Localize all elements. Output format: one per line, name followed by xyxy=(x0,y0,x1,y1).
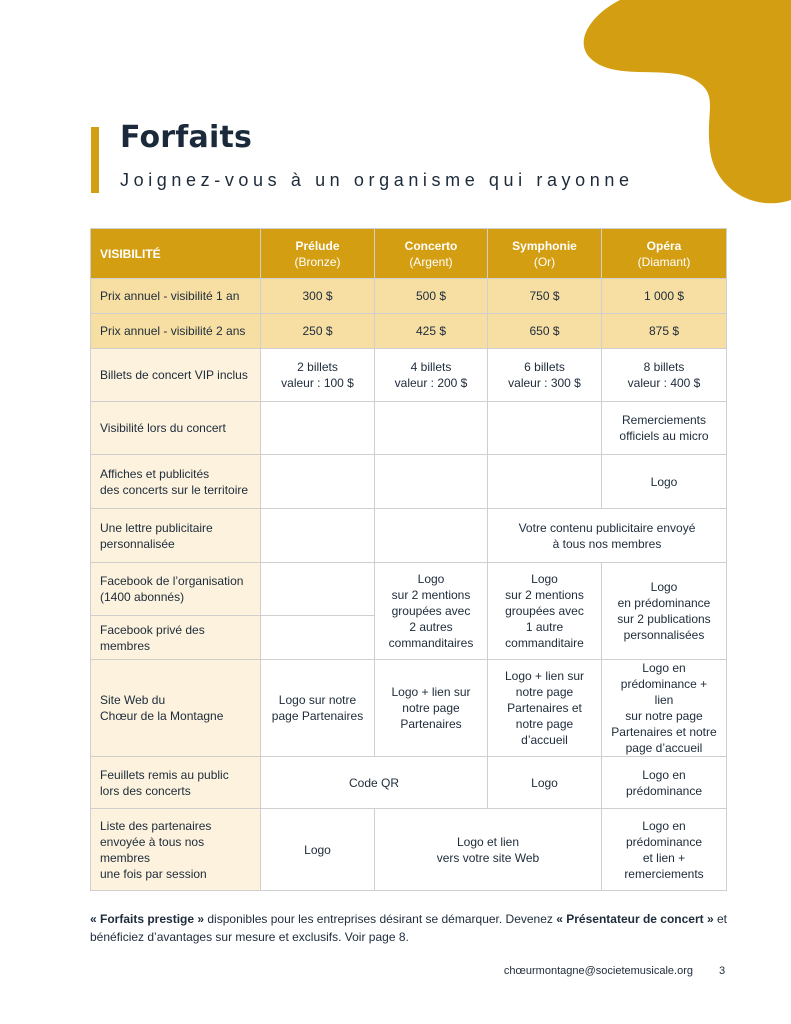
facebook-cell-concerto xyxy=(375,563,488,660)
label-line: (1400 abonnés) xyxy=(100,590,185,604)
cell-line: vers votre site Web xyxy=(436,850,540,865)
label-line: lors des concerts xyxy=(100,783,191,798)
cell-line: sur 2 mentions xyxy=(391,588,471,602)
leaflets-cell-symphonie: Logo xyxy=(488,757,602,809)
cell-line: 1 autre xyxy=(525,620,564,634)
cell-line: notre page xyxy=(515,717,574,731)
page-title: Forfaits xyxy=(120,120,253,155)
price-cell: 250 $ xyxy=(261,314,375,349)
cell-line: prédominance + lien xyxy=(620,677,708,707)
cell-line: officiels au micro xyxy=(619,429,709,443)
table-row-posters xyxy=(91,455,727,509)
row-label: Billets de concert VIP inclus xyxy=(91,349,261,402)
price-cell: 500 $ xyxy=(375,279,488,314)
label-line: Feuillets remis au public xyxy=(100,767,229,782)
empty-cell xyxy=(488,402,602,455)
concert-visibility-cell-opera xyxy=(602,402,727,455)
row-label xyxy=(91,809,261,891)
cell-line: Logo en xyxy=(642,767,686,782)
title-accent-bar xyxy=(91,127,99,193)
tier-name: Symphonie xyxy=(512,238,577,253)
posters-cell-opera: Logo xyxy=(602,455,727,509)
label-line: des concerts sur le territoire xyxy=(100,482,249,497)
cell-line: 2 billets xyxy=(297,360,338,374)
label-line: Chœur de la Montagne xyxy=(100,709,224,723)
cell-line: Remerciements xyxy=(621,413,707,427)
row-label: Prix annuel - visibilité 1 an xyxy=(91,279,261,314)
price-cell: 1 000 $ xyxy=(602,279,727,314)
prestige-packages-highlight: « Forfaits prestige » xyxy=(90,912,205,926)
concert-presenter-highlight: « Présentateur de concert » xyxy=(556,912,714,926)
empty-cell xyxy=(261,455,375,509)
tier-level: (Bronze) xyxy=(294,254,341,269)
tickets-cell-concerto xyxy=(375,349,488,402)
row-label: Visibilité lors du concert xyxy=(91,402,261,455)
price-cell: 425 $ xyxy=(375,314,488,349)
label-line: une fois par session xyxy=(100,866,207,881)
cell-line: Partenaires xyxy=(400,717,462,731)
cell-line: notre page xyxy=(515,685,574,699)
cell-line: sur notre page xyxy=(625,709,703,723)
cell-line: d’accueil xyxy=(521,733,568,747)
cell-line: page d’accueil xyxy=(625,741,703,755)
leaflets-cell-opera xyxy=(602,757,727,809)
row-label xyxy=(91,660,261,757)
table-row-partners-list xyxy=(91,809,727,891)
row-label xyxy=(91,757,261,809)
cell-line: 8 billets xyxy=(643,360,685,374)
table-row-price-1-year xyxy=(91,279,727,314)
cell-line: Logo xyxy=(417,572,445,586)
facebook-cell-symphonie xyxy=(488,563,602,660)
price-cell: 750 $ xyxy=(488,279,602,314)
row-label xyxy=(91,563,261,616)
row-label xyxy=(91,509,261,563)
row-label xyxy=(91,455,261,509)
tier-name: Opéra xyxy=(646,238,682,253)
footnote xyxy=(90,910,730,946)
website-cell-concerto xyxy=(375,660,488,757)
label-line: Liste des partenaires xyxy=(100,818,212,833)
cell-line: prédominance xyxy=(625,783,703,798)
label-line: Affiches et publicités xyxy=(100,466,210,481)
cell-line: valeur : 300 $ xyxy=(508,376,581,390)
tickets-cell-opera xyxy=(602,349,727,402)
empty-cell xyxy=(261,563,375,616)
cell-line: remerciements xyxy=(624,866,704,881)
partners-cell-concerto-symphonie xyxy=(375,809,602,891)
empty-cell xyxy=(261,616,375,660)
tier-level: (Or) xyxy=(533,254,556,269)
empty-cell xyxy=(375,402,488,455)
table-row-newsletter xyxy=(91,509,727,563)
price-cell: 875 $ xyxy=(602,314,727,349)
price-cell: 650 $ xyxy=(488,314,602,349)
table-header-row xyxy=(91,229,727,279)
price-cell: 300 $ xyxy=(261,279,375,314)
row-label: Prix annuel - visibilité 2 ans xyxy=(91,314,261,349)
cell-line: personnalisées xyxy=(623,628,705,642)
cell-line: commanditaires xyxy=(388,636,474,650)
cell-line: notre page xyxy=(402,701,460,715)
pricing-table xyxy=(90,228,727,891)
newsletter-cell-symphonie-opera xyxy=(488,509,727,563)
cell-line: et lien + xyxy=(642,850,686,865)
table-row-concert-visibility xyxy=(91,402,727,455)
empty-cell xyxy=(261,509,375,563)
tier-header-concerto xyxy=(375,229,488,279)
cell-line: prédominance xyxy=(625,834,703,849)
cell-line: Votre contenu publicitaire envoyé xyxy=(518,520,696,535)
label-line: envoyée à tous nos membres xyxy=(100,834,205,865)
cell-line: groupées avec xyxy=(505,604,584,618)
website-cell-symphonie xyxy=(488,660,602,757)
partners-cell-opera xyxy=(602,809,727,891)
footer-email: chœurmontagne@societemusicale.org xyxy=(503,965,693,977)
cell-line: Logo xyxy=(650,580,678,594)
partners-cell-prelude: Logo xyxy=(261,809,375,891)
tickets-cell-symphonie xyxy=(488,349,602,402)
cell-line: Partenaires et notre xyxy=(611,725,717,739)
table-row-leaflets xyxy=(91,757,727,809)
tier-level: (Argent) xyxy=(409,254,453,269)
cell-line: Logo et lien xyxy=(456,834,520,849)
label-line: Site Web du xyxy=(100,693,166,707)
table-row-price-2-years xyxy=(91,314,727,349)
tier-header-symphonie xyxy=(488,229,602,279)
cell-line: page Partenaires xyxy=(271,709,364,723)
table-row-vip-tickets xyxy=(91,349,727,402)
cell-line: Logo xyxy=(531,572,558,586)
cell-line: groupées avec xyxy=(391,604,471,618)
tier-name: Concerto xyxy=(404,238,458,253)
cell-line: Logo en xyxy=(642,661,686,675)
tier-header-opera xyxy=(602,229,727,279)
row-label: Facebook privé des membres xyxy=(91,616,261,660)
tier-name: Prélude xyxy=(295,238,340,253)
leaflets-cell-prelude-concerto: Code QR xyxy=(261,757,488,809)
tickets-cell-prelude xyxy=(261,349,375,402)
cell-line: Logo + lien sur xyxy=(391,685,471,699)
page-number: 3 xyxy=(719,965,726,977)
cell-line: 4 billets xyxy=(410,360,452,374)
footnote-text: disponibles pour les entreprises désirant se démarquer. Devenez xyxy=(204,912,557,926)
cell-line: Logo + lien sur xyxy=(504,669,585,683)
empty-cell xyxy=(375,509,488,563)
cell-line: valeur : 400 $ xyxy=(627,376,701,390)
label-line: personnalisée xyxy=(100,536,175,551)
cell-line: valeur : 100 $ xyxy=(281,376,354,390)
cell-line: sur 2 publications xyxy=(617,612,711,626)
table-row-facebook-public xyxy=(91,563,727,616)
empty-cell xyxy=(488,455,602,509)
table-row-website xyxy=(91,660,727,757)
footnote-text: et bénéficiez d’avantages sur mesure et exclusifs. Voir page 8. xyxy=(90,912,727,944)
cell-line: commanditaire xyxy=(505,636,584,650)
website-cell-opera xyxy=(602,660,727,757)
page-subtitle: Joignez-vous à un organisme qui rayonne xyxy=(120,170,634,190)
label-line: Une lettre publicitaire xyxy=(100,520,213,535)
empty-cell xyxy=(261,402,375,455)
cell-line: 6 billets xyxy=(524,360,565,374)
facebook-cell-opera xyxy=(602,563,727,660)
cell-line: Logo en xyxy=(642,818,686,833)
label-line: Facebook de l’organisation xyxy=(100,574,244,588)
cell-line: sur 2 mentions xyxy=(505,588,584,602)
cell-line: à tous nos membres xyxy=(552,536,662,551)
cell-line: 2 autres xyxy=(409,620,453,634)
tier-level: (Diamant) xyxy=(637,254,691,269)
cell-line: valeur : 200 $ xyxy=(394,376,468,390)
cell-line: en prédominance xyxy=(617,596,711,610)
cell-line: Partenaires et xyxy=(507,701,582,715)
tier-header-prelude xyxy=(261,229,375,279)
visibility-column-header: VISIBILITÉ xyxy=(91,229,261,279)
cell-line: Logo sur notre xyxy=(278,693,357,707)
empty-cell xyxy=(375,455,488,509)
website-cell-prelude xyxy=(261,660,375,757)
